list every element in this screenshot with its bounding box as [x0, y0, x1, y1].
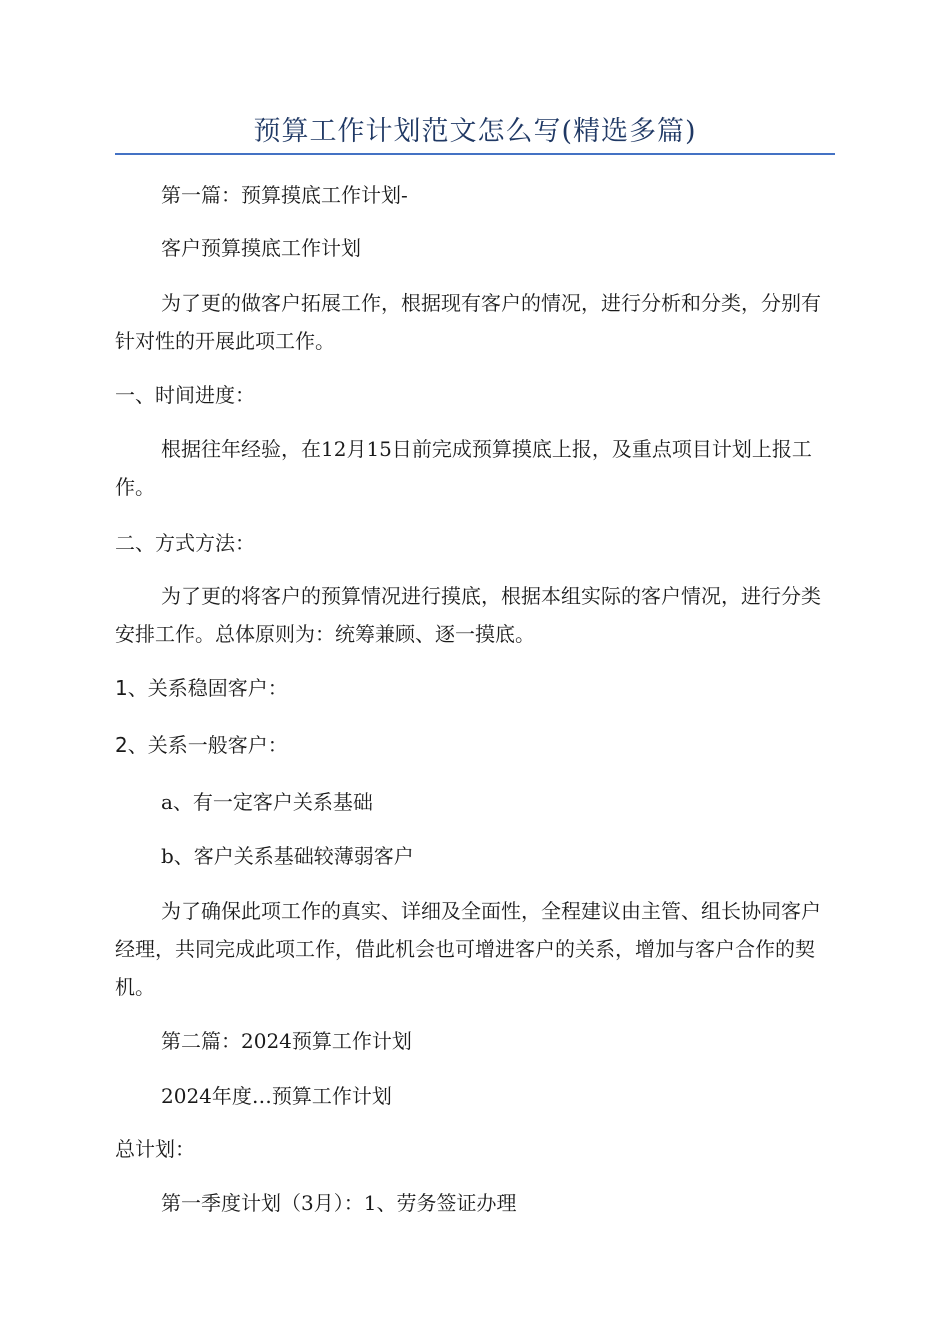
schedule-paragraph: 根据往年经验，在12月15日前完成预算摸底上报，及重点项目计划上报工作。	[115, 437, 812, 499]
plan-title: 客户预算摸底工作计划	[161, 236, 361, 260]
document-title: 预算工作计划范文怎么写(精选多篇)	[253, 116, 697, 147]
title-underline	[115, 153, 835, 155]
assurance-paragraph: 为了确保此项工作的真实、详细及全面性，全程建议由主管、组长协同客户经理，共同完成此项工作，借此机会也可增进客户的关系，增加与客户合作的契机。	[115, 899, 821, 999]
overall-plan-label: 总计划：	[115, 1137, 195, 1161]
q1-plan: 第一季度计划（3月）：1、劳务签证办理	[161, 1191, 517, 1215]
list-item-1: 1、关系稳固客户：	[115, 676, 288, 700]
section-heading-2: 第二篇：2024预算工作计划	[161, 1029, 412, 1053]
heading-schedule: 一、时间进度：	[115, 383, 255, 407]
list-item-2: 2、关系一般客户：	[115, 733, 288, 757]
sub-item-b: b、客户关系基础较薄弱客户	[161, 844, 414, 868]
annual-plan-title: 2024年度…预算工作计划	[161, 1084, 392, 1108]
heading-methods: 二、方式方法：	[115, 531, 255, 555]
section-heading-1: 第一篇：预算摸底工作计划-	[161, 183, 408, 207]
intro-paragraph: 为了更的做客户拓展工作，根据现有客户的情况，进行分析和分类，分别有针对性的开展此项工作。	[115, 291, 821, 353]
sub-item-a: a、有一定客户关系基础	[161, 790, 373, 814]
methods-paragraph: 为了更的将客户的预算情况进行摸底，根据本组实际的客户情况，进行分类安排工作。总体原则为：统筹兼顾、逐一摸底。	[115, 584, 821, 646]
